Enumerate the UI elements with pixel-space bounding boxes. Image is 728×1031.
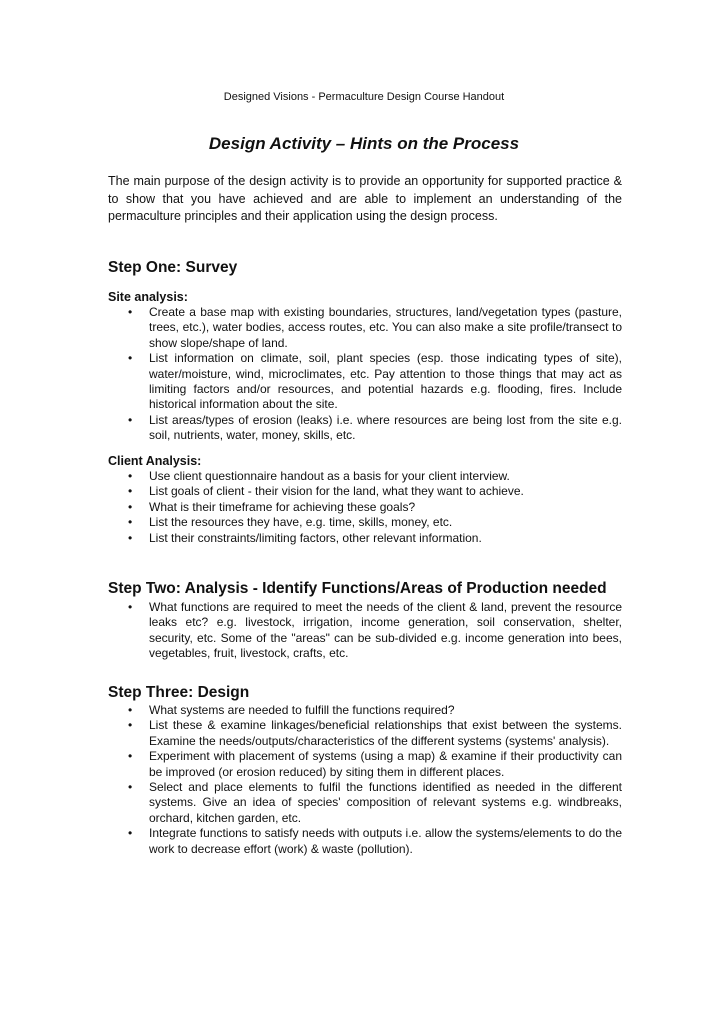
step-three-heading: Step Three: Design [108,684,250,701]
list-item: • Experiment with placement of systems (using a map) & examine if their productivity can be improved (or erosion reduced) by siting them in different places. [128,749,622,779]
bullet-icon: • [128,530,133,545]
bullet-icon: • [128,749,133,764]
list-item: • List information on climate, soil, plant species (esp. those indicating types of site), water/moisture, wind, microclimates, etc. Pay attention to those things that may act as limiting factors and/or resources, and potential hazards e.g. flooding, fires. Include historical information about the site. [128,351,622,412]
step-three-list [108,703,622,857]
page-title: Design Activity – Hints on the Process [208,134,520,153]
site-analysis-heading: Site analysis: [108,290,188,304]
step-two-heading: Step Two: Analysis - Identify Functions/Areas of Production needed [108,580,607,597]
list-item: • Integrate functions to satisfy needs with outputs i.e. allow the systems/elements to do the work to decrease effort (work) & waste (pollution). [128,826,622,856]
step-one-heading: Step One: Survey [108,259,238,276]
list-item: • What is their timeframe for achieving these goals? [128,499,416,514]
client-analysis-list [108,469,622,546]
list-item: • Use client questionnaire handout as a basis for your client interview. [128,469,510,483]
bullet-icon: • [128,703,133,717]
list-item: • List these & examine linkages/beneficial relationships that exist between the systems. Examine the needs/outputs/characteristics of the different systems (systems' analysis). [128,718,622,748]
list-item: • Select and place elements to fulfil the functions identified as needed in the different systems. Give an idea of species' composition of relevant systems e.g. windbreaks, orchard, kitchen garden, etc. [128,780,622,825]
bullet-icon: • [128,469,133,483]
page-header: Designed Visions - Permaculture Design Course Handout [223,91,505,103]
step-two-list [108,600,622,662]
site-analysis-section [108,290,622,444]
site-analysis-list [108,305,622,444]
client-analysis-heading: Client Analysis: [108,454,202,468]
bullet-icon: • [128,412,133,427]
bullet-icon: • [128,826,133,841]
list-item: • What functions are required to meet the needs of the client & land, prevent the resource leaks etc? e.g. livestock, irrigation, income generation, soil conservation, shelter, security, etc. Some of the "areas" can be sub-divided e.g. income generation into bees, vegetables, fruit, livestock, crafts, etc. [128,600,622,661]
client-analysis-section [108,454,622,546]
bullet-icon: • [128,484,133,499]
list-item: • What systems are needed to fulfill the functions required? [128,703,455,717]
bullet-icon: • [128,351,133,366]
list-item: • Create a base map with existing boundaries, structures, land/vegetation types (pasture, trees, etc.), water bodies, access routes, etc. You can also make a site profile/transect to show slope/shape of land. [128,305,622,350]
list-item: • List areas/types of erosion (leaks) i.e. where resources are being lost from the site e.g. soil, nutrients, water, money, skills, etc. [128,412,622,443]
bullet-icon: • [128,499,133,514]
intro-paragraph: The main purpose of the design activity is to provide an opportunity for supported practice & to show that you have achieved and are able to implement an understanding of the permaculture principles and their application using the design process. [108,174,622,223]
list-item: • List the resources they have, e.g. time, skills, money, etc. [128,515,453,530]
list-item: • List goals of client - their vision for the land, what they want to achieve. [128,484,524,499]
bullet-icon: • [128,305,133,319]
list-item: • List their constraints/limiting factors, other relevant information. [128,530,482,545]
bullet-icon: • [128,600,133,614]
document-body [108,173,622,856]
bullet-icon: • [128,780,133,795]
bullet-icon: • [128,515,133,530]
bullet-icon: • [128,718,133,733]
